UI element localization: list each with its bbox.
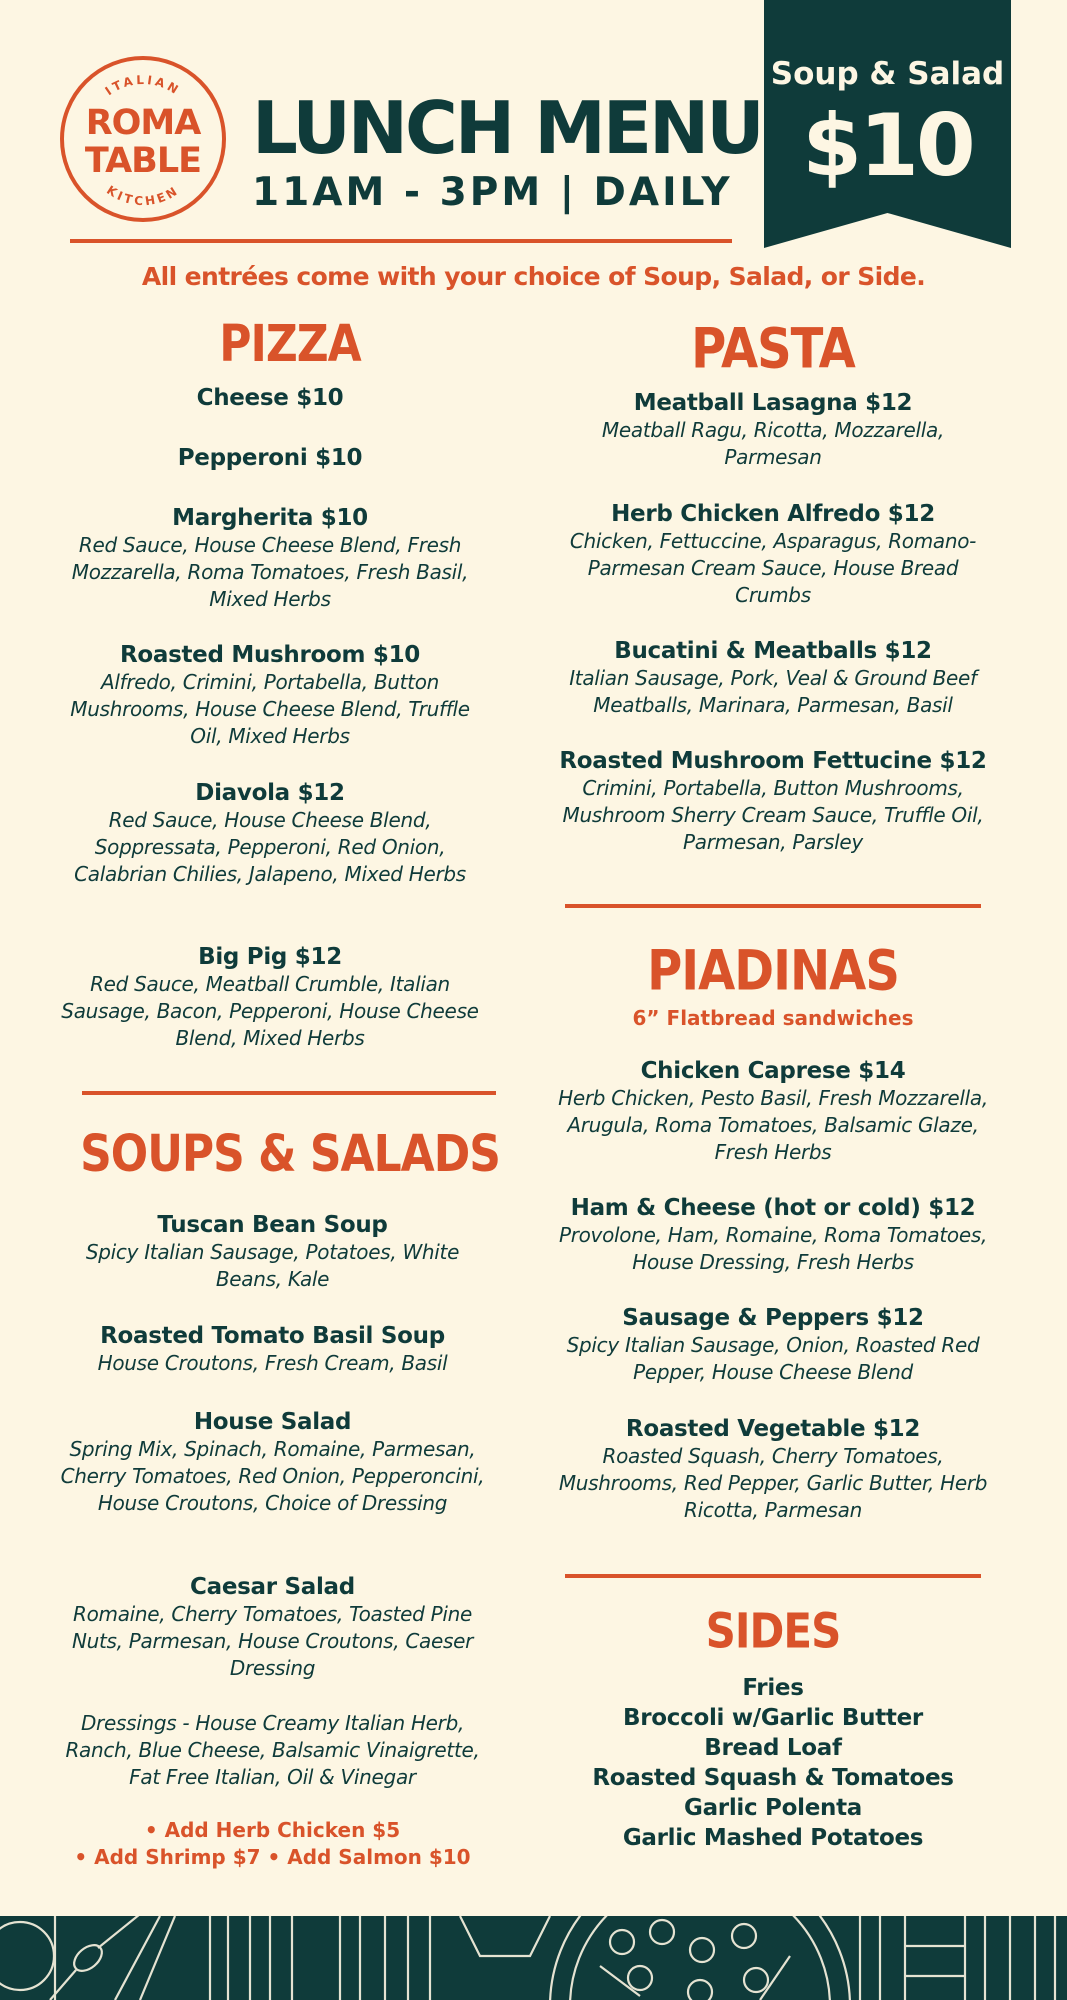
logo-name-line1: ROMA <box>85 103 201 143</box>
svg-text:ITALIAN <box>103 73 183 98</box>
item-description: House Croutons, Fresh Cream, Basil <box>97 1351 448 1375</box>
item-name: Ham & Cheese (hot or cold) $12 <box>570 1195 976 1221</box>
menu-item <box>553 1304 993 1386</box>
item-description: Alfredo, Crimini, Portabella, Button Mushrooms, House Cheese Blend, Truffle Oil, Mixed Herbs <box>70 670 470 748</box>
item-name: Sausage & Peppers $12 <box>622 1305 924 1331</box>
item-name: Herb Chicken Alfredo $12 <box>611 501 935 527</box>
menu-item <box>60 779 480 888</box>
side-item: Garlic Mashed Potatoes <box>622 1825 924 1851</box>
menu-item <box>60 641 480 750</box>
side-item: Roasted Squash & Tomatoes <box>592 1765 954 1791</box>
item-description: Spicy Italian Sausage, Potatoes, White Beans, Kale <box>85 1240 460 1291</box>
section-divider <box>565 904 981 908</box>
menu-item <box>50 1322 495 1377</box>
item-description: Italian Sausage, Pork, Veal & Ground Beef Meatballs, Marinara, Parmesan, Basil <box>569 666 977 717</box>
menu-item <box>60 444 480 472</box>
logo-top-text: ITALIAN <box>102 72 184 99</box>
item-name: Diavola $12 <box>195 780 345 806</box>
menu-item <box>553 500 993 609</box>
header-divider <box>70 239 732 243</box>
svg-text:KITCHEN <box>104 183 182 208</box>
logo-name-line2: TABLE <box>84 141 202 181</box>
page-title: LUNCH MENU <box>252 86 762 170</box>
item-name: Chicken Caprese $14 <box>640 1058 906 1084</box>
item-description: Spring Mix, Spinach, Romaine, Parmesan, Cherry Tomatoes, Red Onion, Pepperoncini, House Croutons, Choice of Dressing <box>60 1437 485 1515</box>
addons-line2: • Add Shrimp $7 • Add Salmon $10 <box>74 1845 471 1869</box>
hours: 11AM - 3PM | DAILY <box>252 170 733 215</box>
item-name: Meatball Lasagna $12 <box>633 390 913 416</box>
item-name: Pepperoni $10 <box>177 445 363 471</box>
item-name: House Salad <box>193 1409 352 1435</box>
item-name: Cheese $10 <box>196 385 344 411</box>
soups-salads-title: SOUPS & SALADS <box>80 1124 500 1184</box>
addons-line1: • Add Herb Chicken $5 <box>144 1818 401 1842</box>
item-name: Bucatini & Meatballs $12 <box>614 638 932 664</box>
menu-item <box>553 1415 993 1524</box>
menu-item <box>553 1057 993 1166</box>
banner-label: Soup & Salad <box>770 56 1005 92</box>
sides-title: SIDES <box>705 1602 841 1660</box>
pasta-title: PASTA <box>691 316 855 382</box>
item-description: Spicy Italian Sausage, Onion, Roasted Red Pepper, House Cheese Blend <box>566 1333 980 1384</box>
menu-item <box>553 747 993 856</box>
item-description: Romaine, Cherry Tomatoes, Toasted Pine Nuts, Parmesan, House Croutons, Caeser Dressing <box>71 1602 474 1680</box>
intro-text: All entrées come with your choice of Soup, Salad, or Side. <box>141 262 926 291</box>
logo <box>60 56 226 222</box>
item-name: Big Pig $12 <box>198 944 342 970</box>
menu-item <box>50 1211 495 1293</box>
item-name: Tuscan Bean Soup <box>157 1212 388 1238</box>
item-name: Roasted Vegetable $12 <box>625 1416 921 1442</box>
section-divider <box>565 1574 981 1578</box>
menu-item <box>50 1408 495 1517</box>
side-item: Fries <box>742 1675 804 1701</box>
banner-price: $10 <box>802 96 973 196</box>
item-name: Roasted Tomato Basil Soup <box>100 1323 445 1349</box>
item-description: Chicken, Fettuccine, Asparagus, Romano-Parmesan Cream Sauce, House Bread Crumbs <box>569 529 977 607</box>
side-item: Bread Loaf <box>704 1735 842 1761</box>
menu-item <box>553 637 993 719</box>
item-description: Red Sauce, House Cheese Blend, Soppressata, Pepperoni, Red Onion, Calabrian Chilies, Jalapeno, Mixed Herbs <box>74 808 466 886</box>
item-name: Roasted Mushroom $10 <box>119 642 421 668</box>
side-item: Broccoli w/Garlic Butter <box>623 1705 923 1731</box>
side-item: Garlic Polenta <box>684 1795 862 1821</box>
item-name: Caesar Salad <box>190 1574 355 1600</box>
piadinas-title: PIADINAS <box>647 938 899 1004</box>
menu-item <box>553 389 993 471</box>
item-description: Provolone, Ham, Romaine, Roma Tomatoes, House Dressing, Fresh Herbs <box>558 1223 988 1274</box>
piadinas-subtitle: 6” Flatbread sandwiches <box>632 1006 914 1030</box>
sides-list <box>553 1673 993 1853</box>
item-name: Margherita $10 <box>172 505 368 531</box>
section-divider <box>82 1091 496 1095</box>
item-description: Roasted Squash, Cherry Tomatoes, Mushrooms, Red Pepper, Garlic Butter, Herb Ricotta, Parmesan <box>558 1444 988 1522</box>
menu-item <box>60 943 480 1052</box>
item-description: Red Sauce, House Cheese Blend, Fresh Mozzarella, Roma Tomatoes, Fresh Basil, Mixed Herbs <box>71 533 469 611</box>
item-description: Red Sauce, Meatball Crumble, Italian Sausage, Bacon, Pepperoni, House Cheese Blend, Mixed Herbs <box>61 972 479 1050</box>
item-description: Herb Chicken, Pesto Basil, Fresh Mozzarella, Arugula, Roma Tomatoes, Balsamic Glaze, Fresh Herbs <box>558 1086 988 1164</box>
pizza-title: PIZZA <box>219 314 361 374</box>
food-pattern-illustration <box>0 1916 1067 2000</box>
logo-bottom-text: KITCHEN <box>104 182 182 209</box>
footer-pattern <box>0 1916 1067 2000</box>
menu-item <box>60 384 480 412</box>
menu-item <box>553 1194 993 1276</box>
menu-item <box>60 504 480 613</box>
item-description: Crimini, Portabella, Button Mushrooms, Mushroom Sherry Cream Sauce, Truffle Oil, Parmesan, Parsley <box>562 776 984 854</box>
menu-item <box>50 1573 495 1682</box>
item-name: Roasted Mushroom Fettucine $12 <box>559 748 987 774</box>
item-description: Meatball Ragu, Ricotta, Mozzarella, Parmesan <box>601 418 945 469</box>
dressings-note: Dressings - House Creamy Italian Herb, Ranch, Blue Cheese, Balsamic Vinaigrette, Fat Free Italian, Oil & Vinegar <box>65 1711 480 1789</box>
